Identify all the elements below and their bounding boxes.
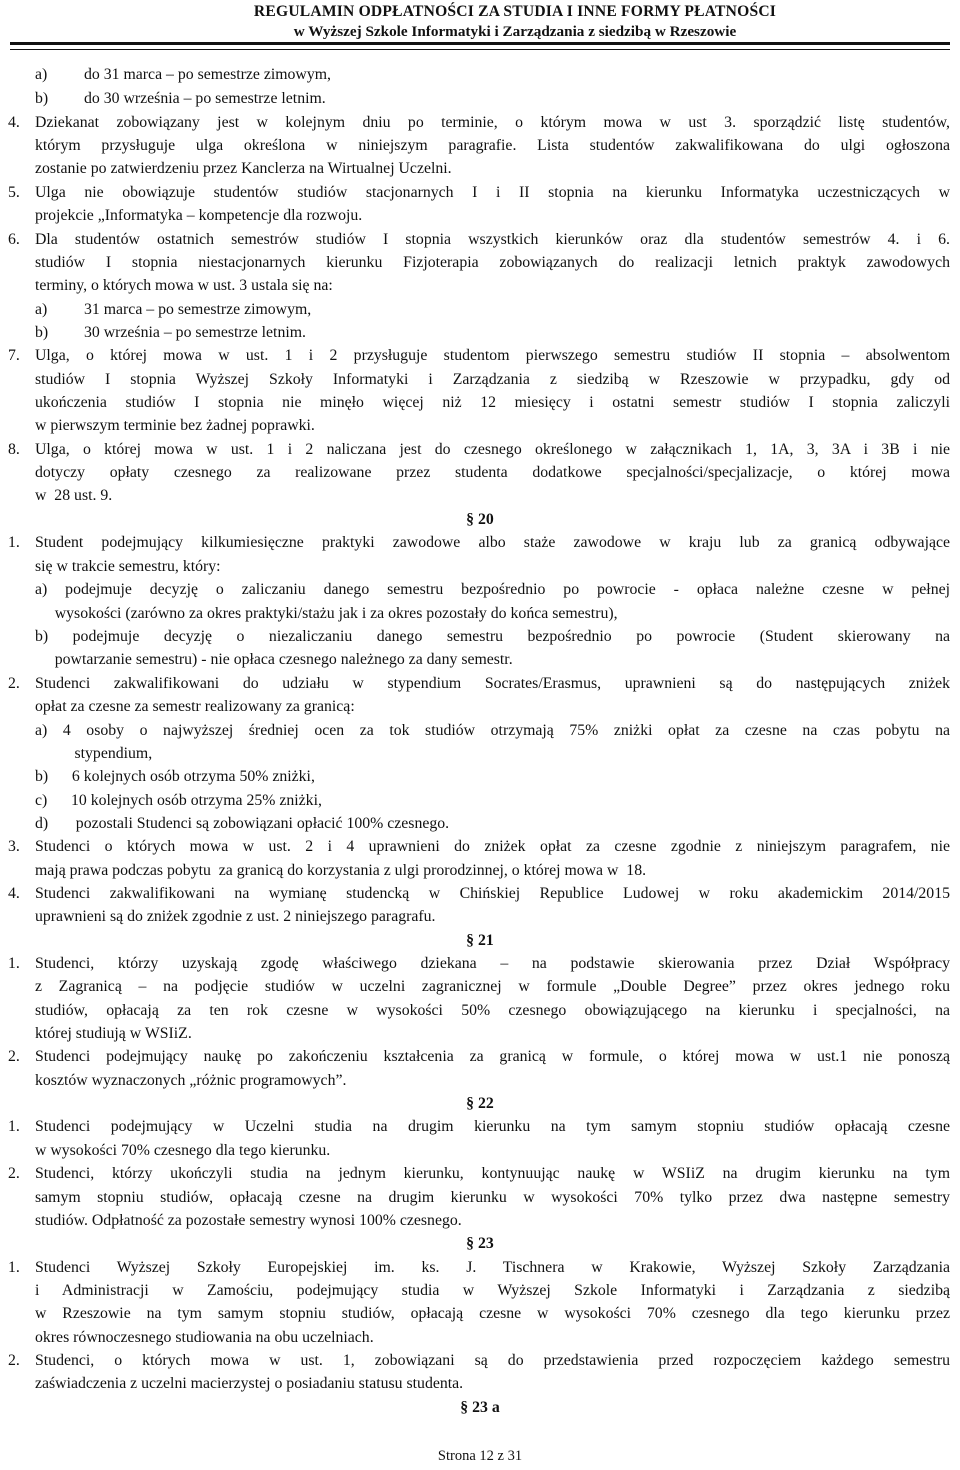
item-number: 2.: [8, 1165, 20, 1182]
text-line: Dla studentów ostatnich semestrów studiów I stopnia wszystkich kierunków oraz dla studentów semestrów 4. i 6.: [35, 231, 950, 248]
text-line: mają prawa podczas pobytu za granicą do korzystania z ulgi prorodzinnej, o której mowa w 18.: [35, 862, 647, 879]
text-line: w wysokości 70% czesnego dla tego kierunku.: [35, 1142, 331, 1159]
text-line: d) pozostali Studenci są zobowiązani opłacić 100% czesnego.: [35, 815, 450, 832]
text-line: którym przysługuje ulga określona w niniejszym paragrafie. Lista studentów zakwalifikowana do ulgi ogłoszona: [35, 137, 950, 154]
section-heading: § 23 a: [460, 1399, 500, 1416]
text-line: studiów, opłacają za ten rok czesne w wysokości 50% czesnego obowiązującego na kierunku i specjalności, na: [35, 1002, 950, 1019]
text-line: Studenci, którzy uzyskają zgodę właściwego dziekana – na podstawie skierowania przez Dział Współpracy: [35, 955, 950, 972]
text-line: a) podejmuje decyzję o zaliczaniu danego semestru bezpośrednio po powrocie - opłaca należne czesne w pełnej: [35, 581, 950, 598]
document-title: REGULAMIN ODPŁATNOŚCI ZA STUDIA I INNE FORMY PŁATNOŚCI: [253, 3, 777, 20]
text-line: ukończenia studiów I stopnia nie minęło więcej niż 12 miesięcy i ostatni semestr studiów I stopnia zaliczyli: [35, 394, 950, 411]
text-line: Ulga, o której mowa w ust. 1 i 2 naliczana jest do czesnego określonego w załącznikach 1, 1A, 3, 3A i 3B i nie: [35, 441, 950, 458]
item-number: 4.: [8, 114, 20, 131]
list-label: a): [35, 66, 48, 83]
text-line: Studenci, którzy ukończyli studia na jednym kierunku, kontynuując naukę w WSIiZ na drugim kierunku na tym: [35, 1165, 950, 1182]
text-line: w 28 ust. 9.: [35, 487, 113, 504]
item-number: 7.: [8, 347, 20, 364]
text-line: i Administracji w Zamościu, podejmujący studia w Wyższej Szkole Informatyki i Zarządzania z siedzibą: [35, 1282, 950, 1299]
text-line: Studenci, o których mowa w ust. 1, zobowiązani są do przedstawienia przed rozpoczęciem każdego semestru: [35, 1352, 950, 1369]
text-line: Studenci zakwalifikowani do udziału w stypendium Socrates/Erasmus, uprawnieni są do następujących zniżek: [35, 675, 950, 692]
item-number: 2.: [8, 675, 20, 692]
section-heading: § 20: [466, 511, 494, 528]
text-line: kosztów wyznaczonych „różnic programowych”.: [35, 1072, 347, 1089]
item-number: 1.: [8, 534, 20, 551]
text-line: zaświadczenia z uczelni macierzystej o posiadaniu statusu studenta.: [35, 1375, 464, 1392]
text-line: się w trakcie semestru, który:: [35, 558, 221, 575]
item-number: 5.: [8, 184, 20, 201]
item-number: 3.: [8, 838, 20, 855]
text-line: do 31 marca – po semestrze zimowym,: [84, 66, 331, 83]
text-line: 30 września – po semestrze letnim.: [84, 324, 306, 341]
section-heading: § 21: [466, 932, 494, 949]
text-line: projekcie „Informatyka – kompetencje dla rozwoju.: [35, 207, 363, 224]
text-line: Studenci Wyższej Szkoły Europejskiej im. ks. J. Tischnera w Krakowie, Wyższej Szkoły Zarządzania: [35, 1259, 950, 1276]
text-line: Studenci podejmujący w Uczelni studia na drugim kierunku na tym samym stopniu studiów opłacają czesne: [35, 1118, 950, 1135]
text-line: studiów. Odpłatność za pozostałe semestry wynosi 100% czesnego.: [35, 1212, 462, 1229]
section-heading: § 22: [466, 1095, 494, 1112]
document-subtitle: w Wyższej Szkole Informatyki i Zarządzania z siedzibą w Rzeszowie: [293, 23, 737, 40]
text-line: której studiują w WSIiZ.: [35, 1025, 192, 1042]
item-number: 2.: [8, 1048, 20, 1065]
item-number: 6.: [8, 231, 20, 248]
text-line: zostanie po zatwierdzeniu przez Kanclerza na Wirtualnej Uczelni.: [35, 160, 452, 177]
item-number: 2.: [8, 1352, 20, 1369]
text-line: Ulga nie obowiązuje studentów studiów stacjonarnych I i II stopnia na kierunku Informatyka uczestniczących w: [35, 184, 950, 201]
text-line: Studenci o których mowa w ust. 2 i 4 uprawnieni do zniżek opłat za czesne zgodnie z niniejszym paragrafem, nie: [35, 838, 950, 855]
text-line: Studenci podejmujący naukę po zakończeniu kształcenia za granicą w formule, o której mowa w ust.1 nie ponoszą: [35, 1048, 950, 1065]
text-line: powtarzanie semestru) - nie opłaca czesnego należnego za dany semestr.: [35, 651, 513, 668]
text-line: c) 10 kolejnych osób otrzyma 25% zniżki,: [35, 792, 322, 809]
text-line: b) podejmuje decyzję o niezaliczaniu danego semestru bezpośrednio po powrocie (Student skierowany na: [35, 628, 950, 645]
text-line: Studenci zakwalifikowani na wymianę studencką w Chińskiej Republice Ludowej w roku akademickim 2014/2015: [35, 885, 950, 902]
item-number: 1.: [8, 1259, 20, 1276]
item-number: 1.: [8, 1118, 20, 1135]
text-line: Student podejmujący kilkumiesięczne praktyki zawodowe albo staże zawodowe w kraju lub za granicą odbywające: [35, 534, 950, 551]
text-line: uprawnieni są do zniżek zgodnie z ust. 2 niniejszego paragrafu.: [35, 908, 436, 925]
item-number: 4.: [8, 885, 20, 902]
section-heading: § 23: [466, 1235, 494, 1252]
text-line: do 30 września – po semestrze letnim.: [84, 90, 326, 107]
text-line: b) 6 kolejnych osób otrzyma 50% zniżki,: [35, 768, 315, 785]
text-line: z Zagranicą – na podjęcie studiów w uczelni zagranicznej w formule „Double Degree” przez okres jednego roku: [35, 978, 950, 995]
text-line: samym stopniu studiów, opłacają czesne na drugim kierunku w wysokości 70% tylko przez dwa następne semestry: [35, 1189, 950, 1206]
item-number: 1.: [8, 955, 20, 972]
text-line: 31 marca – po semestrze zimowym,: [84, 301, 312, 318]
text-line: terminy, o których mowa w ust. 3 ustala się na:: [35, 277, 333, 294]
header-divider: [10, 42, 950, 50]
page-header: [0, 2, 960, 41]
text-line: dotyczy opłaty czesnego za realizowane przez studenta dodatkowe specjalności/specjalizacje, o której mowa: [35, 464, 950, 481]
text-line: Ulga, o której mowa w ust. 1 i 2 przysługuje studentom pierwszego semestru studiów II stopnia – absolwentom: [35, 347, 950, 364]
text-line: wysokości (zarówno za okres praktyki/stażu jak i za okres pozostały do końca semestru),: [35, 605, 618, 622]
text-line: stypendium,: [35, 745, 153, 762]
text-line: Dziekanat zobowiązany jest w kolejnym dniu po terminie, o którym mowa w ust 3. sporządzić listę studentów,: [35, 114, 950, 131]
list-label: b): [35, 324, 49, 341]
page-number: Strona 12 z 31: [437, 1448, 523, 1464]
text-line: a) 4 osoby o najwyższej średniej ocen za tok studiów otrzymają 75% zniżki opłat za czesne na czas pobytu na: [35, 722, 950, 739]
list-label: a): [35, 301, 48, 318]
item-number: 8.: [8, 441, 20, 458]
text-line: studiów I stopnia niestacjonarnych kierunku Fizjoterapia zobowiązanych do realizacji letnich praktyk zawodowych: [35, 254, 950, 271]
list-label: b): [35, 90, 49, 107]
text-line: okres równoczesnego studiowania na obu uczelniach.: [35, 1329, 374, 1346]
text-line: studiów I stopnia Wyższej Szkoły Informatyki i Zarządzania z siedzibą w Rzeszowie w przypadku, gdy od: [35, 371, 950, 388]
text-line: w pierwszym terminie bez żadnej poprawki.: [35, 417, 315, 434]
text-line: w Rzeszowie na tym samym stopniu studiów, opłacają czesne w wysokości 70% czesnego dla tego kierunku przez: [35, 1305, 950, 1322]
text-line: opłat za czesne za semestr realizowany za granicą:: [35, 698, 355, 715]
